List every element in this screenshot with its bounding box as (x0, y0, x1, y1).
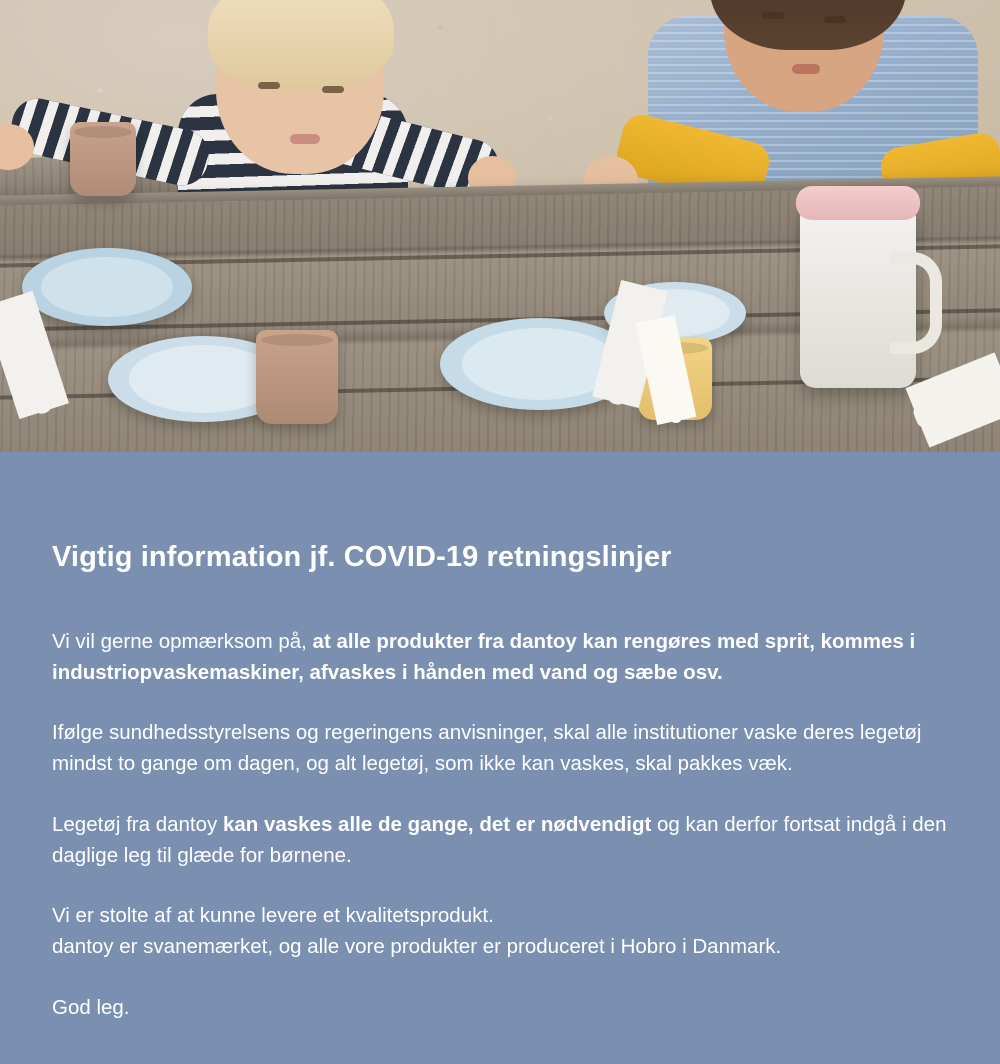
toy-jug-lid (796, 186, 920, 220)
toy-cup-beige-1 (70, 122, 136, 196)
paragraph-5: God leg. (52, 995, 130, 1019)
paragraph-1-text-bold: at alle produkter fra dantoy kan rengøres med sprit, kommes i industriopvaskemaskiner, afvaskes i hånden med vand og sæbe osv. (52, 629, 916, 684)
hero-photo (0, 0, 1000, 452)
paragraph-4-line-1: Vi er stolte af at kunne levere et kvalitetsprodukt. (52, 904, 494, 928)
paragraph-4-line-2: dantoy er svanemærket, og alle vore produkter er produceret i Hobro i Danmark. (52, 935, 782, 959)
paragraph-3-text-normal-2: og kan derfor fortsat indgå i den daglige leg til glæde for børnene. (52, 812, 947, 867)
info-panel (0, 452, 1000, 1064)
toy-jug-handle (890, 252, 942, 354)
child-eye-left (258, 82, 280, 89)
child-hair (208, 0, 394, 90)
toy-jug (800, 208, 916, 388)
toy-plate-blue-1 (22, 248, 192, 326)
child-mouth (290, 134, 320, 144)
paragraph-2: Ifølge sundhedsstyrelsens og regeringens anvisninger, skal alle institutioner vaske deres legetøj mindst to gange om dagen, og alt legetøj, som ikke kan vaskes, skal pakkes væk. (52, 721, 922, 776)
paragraph-3-text-bold: kan vaskes alle de gange, det er nødvendigt (222, 812, 652, 836)
paragraph-1 (52, 627, 948, 689)
paragraph-1-text-normal: Vi vil gerne opmærksom på, (52, 629, 313, 653)
child-mouth-2 (792, 64, 820, 74)
child-eye-right-2 (824, 16, 846, 23)
paragraph-4 (52, 901, 948, 963)
child-eye-left-2 (762, 12, 784, 19)
paragraph-3-text-normal-1: Legetøj fra dantoy (52, 812, 223, 836)
paragraph-3 (52, 810, 948, 872)
child-eye-right (322, 86, 344, 93)
page-title: Vigtig information jf. COVID-19 retningslinjer (52, 541, 672, 573)
toy-cup-beige-2 (256, 330, 338, 424)
